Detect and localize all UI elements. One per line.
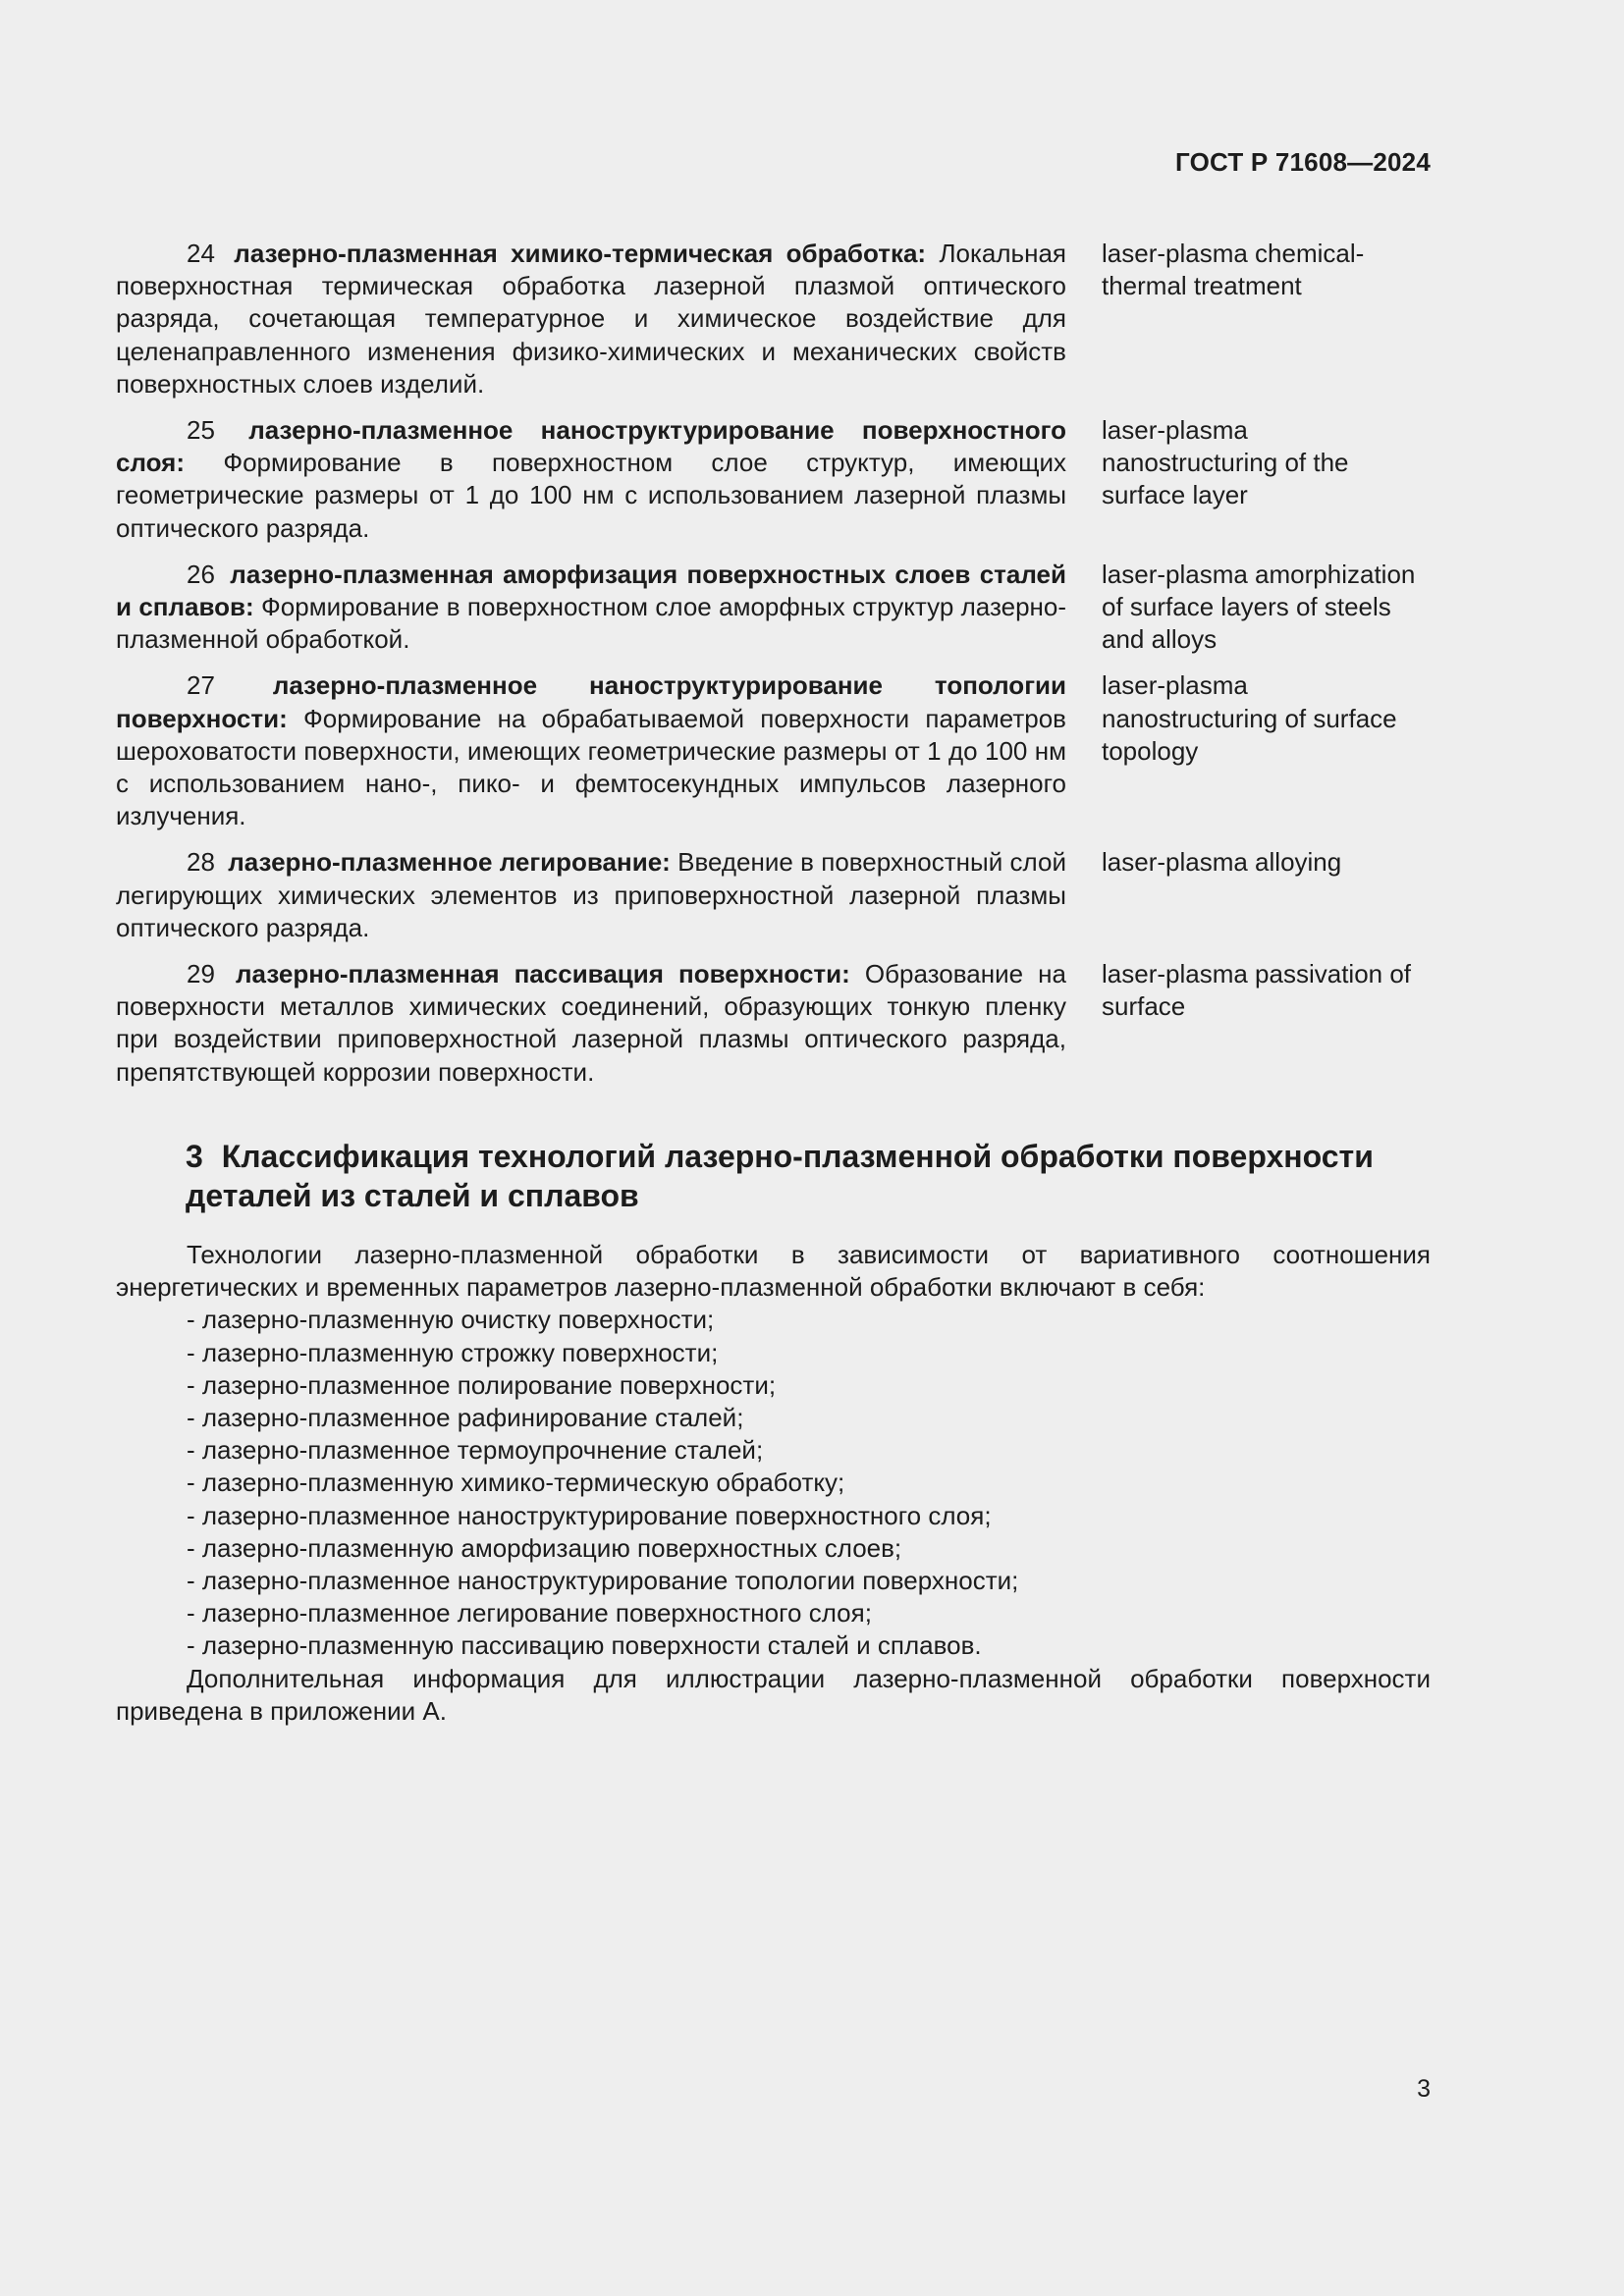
term-number: 28 [187,847,215,878]
term-en-equivalent: laser-plasma passivation of surface [1102,959,1412,1022]
term-entry [116,238,1431,400]
term-en-equivalent: laser-plasma nanostructuring of surface topology [1102,670,1397,766]
terms-list [116,238,1431,1102]
term-ru-text [116,958,1066,1089]
list-item: - лазерно-плазменное наноструктурирование топологии поверхности; [187,1566,1019,1596]
term-definition: Введение в поверхностный слой легирующих химических элементов из приповерхностной лазерной плазмы оптического разряда. [116,847,1066,942]
term-definition: Образование на поверхности металлов химических соединений, образующих тонкую пленку при воздействии приповерхностной лазерной плазмы оптического разряда, препятствующей коррозии поверхности. [116,959,1066,1087]
list-item: - лазерно-плазменное легирование поверхностного слоя; [187,1598,872,1629]
section-number: 3 [186,1139,203,1174]
term-entry [116,414,1431,545]
list-item: - лазерно-плазменную химико-термическую обработку; [187,1468,845,1498]
term-definition: Формирование в поверхностном слое аморфных структур лазерно-плазменной обработкой. [116,592,1067,655]
term-ru-text [116,238,1066,400]
term-name: лазерно-плазменное наноструктурирование топологии поверхности: [116,670,1066,733]
document-code: ГОСТ Р 71608—2024 [1175,147,1431,177]
term-ru-text [116,846,1066,944]
term-entry [116,559,1431,657]
section-body [116,1239,1431,1728]
term-en-equivalent: laser-plasma nanostructuring of the surface layer [1102,415,1349,510]
term-name: лазерно-плазменное наноструктурирование поверхностного слоя: [116,415,1066,478]
section-outro: Дополнительная информация для иллюстрации лазерно-плазменной обработки поверхности приведена в приложении А. [116,1663,1431,1726]
term-name: лазерно-плазменная пассивация поверхности: [236,959,850,989]
term-definition: Формирование на обрабатываемой поверхности параметров шероховатости поверхности, имеющих геометрические размеры от 1 до 100 нм с использованием нано-, пико- и фемтосекундных импульсов лазерного излучения. [116,703,1066,831]
term-ru-text [116,669,1066,832]
term-number: 27 [187,670,215,701]
section-intro: Технологии лазерно-плазменной обработки в зависимости от вариативного соотношения энергетических и временных параметров лазерно-плазменной обработки включают в себя: [116,1240,1431,1303]
list-item: - лазерно-плазменное термоупрочнение сталей; [187,1435,764,1466]
section-heading [186,1137,1452,1215]
term-name: лазерно-плазменная химико-термическая обработка: [234,239,927,268]
section-title-text: Классификация технологий лазерно-плазменной обработки поверхности деталей из сталей и сплавов [186,1139,1374,1213]
term-ru-text [116,559,1066,657]
term-definition: Формирование в поверхностном слое структур, имеющих геометрические размеры от 1 до 100 нм с использованием лазерной плазмы оптического разряда. [116,448,1066,543]
term-en-equivalent: laser-plasma alloying [1102,847,1342,878]
term-number: 25 [187,415,215,446]
term-name: лазерно-плазменная аморфизация поверхностных слоев сталей и сплавов: [116,559,1066,622]
term-ru-text [116,414,1066,545]
term-entry [116,958,1431,1089]
term-number: 24 [187,239,215,268]
list-item: - лазерно-плазменное наноструктурирование поверхностного слоя; [187,1500,992,1530]
term-number: 26 [187,559,215,589]
list-item: - лазерно-плазменную очистку поверхности; [187,1305,715,1335]
term-number: 29 [187,959,215,989]
term-definition: Локальная поверхностная термическая обработка лазерной плазмой оптического разряда, сочетающая температурное и химическое воздействие для целенаправленного изменения физико-химических и механических свойств поверхностных слоев изделий. [116,239,1066,399]
term-en-equivalent: laser-plasma amorphization of surface layers of steels and alloys [1102,559,1416,655]
page-number: 3 [1417,2075,1431,2103]
term-entry [116,669,1431,832]
technology-list [116,1304,1431,1662]
term-entry [116,846,1431,944]
list-item: - лазерно-плазменное полирование поверхности; [187,1369,777,1400]
list-item: - лазерно-плазменное рафинирование сталей; [187,1403,744,1433]
list-item: - лазерно-плазменную строжку поверхности; [187,1337,719,1367]
term-name: лазерно-плазменное легирование: [228,847,671,878]
term-en-equivalent: laser-plasma chemical-thermal treatment [1102,239,1365,301]
list-item: - лазерно-плазменную аморфизацию поверхностных слоев; [187,1532,902,1563]
list-item: - лазерно-плазменную пассивацию поверхности сталей и сплавов. [187,1630,982,1661]
